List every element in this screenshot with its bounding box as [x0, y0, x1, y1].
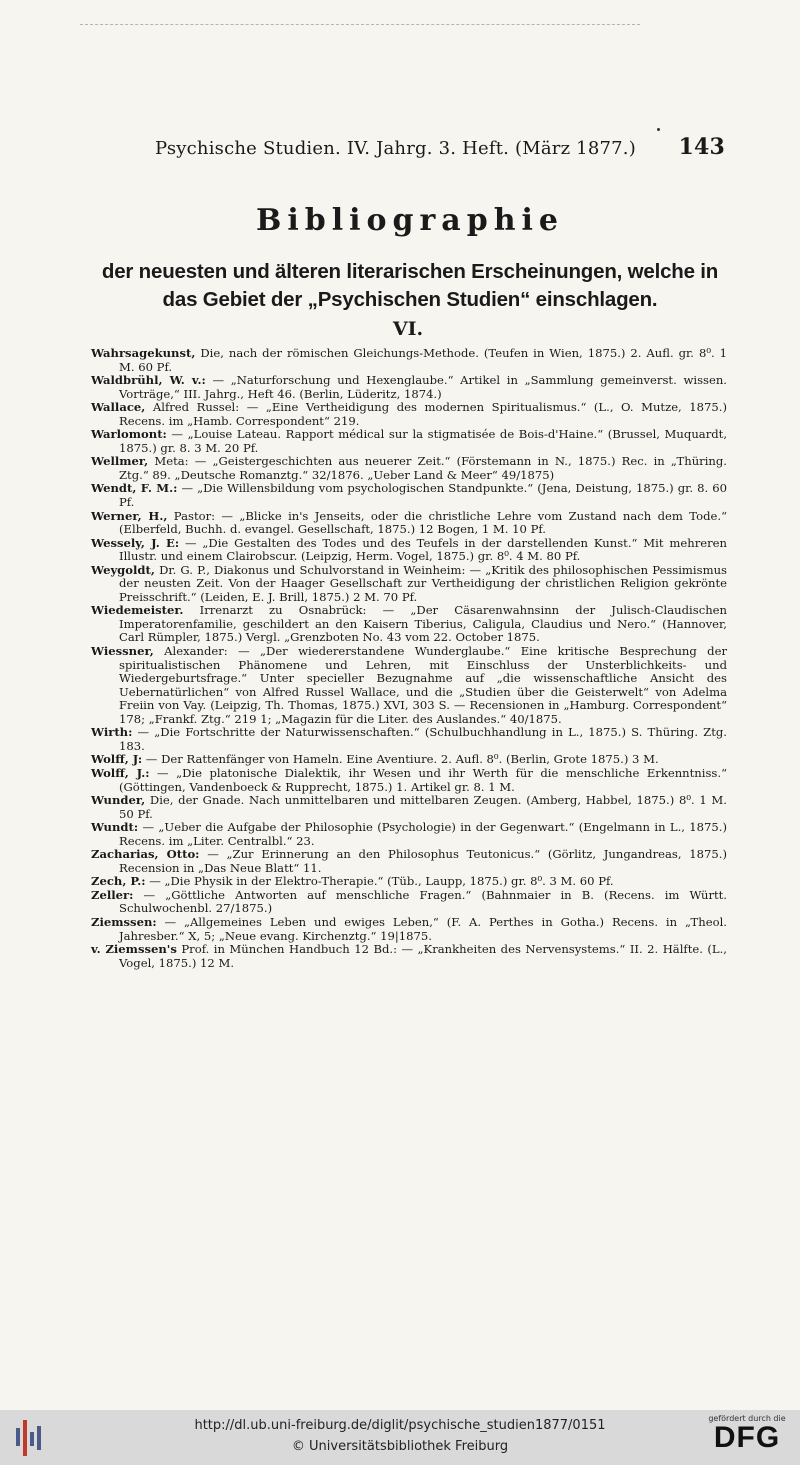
entry-author: Wellmer, — [91, 454, 149, 469]
bibliography-entry — [91, 875, 727, 889]
entry-text: — „Naturforschung und Hexenglaube.“ Artikel in „Sammlung gemeinverst. wissen. Vorträge,“ III. Jahrg., Heft 46. (Berlin, Lüderitz, 1874.) — [119, 373, 727, 401]
part-number: VI. — [392, 318, 424, 340]
entry-author: Wunder, — [91, 793, 146, 808]
entry-author: Wendt, F. M.: — [91, 481, 178, 496]
bibliography-entry — [91, 401, 727, 428]
running-header — [155, 134, 725, 164]
copyright-notice: © Universitätsbibliothek Freiburg — [291, 1439, 509, 1454]
bibliography-entry — [91, 916, 727, 943]
entry-author: v. Ziemssen's — [91, 942, 177, 957]
bibliography-entry — [91, 645, 727, 726]
entry-author: Zeller: — [91, 887, 134, 902]
bibliography-entry — [91, 482, 727, 509]
bibliography-entry — [91, 767, 727, 794]
entry-text: — „Louise Lateau. Rapport médical sur la stigmatisée de Bois-d'Haine.“ (Brussel, Muquardt, 1875.) gr. 8. 3 M. 20 Pf. — [119, 427, 727, 455]
bibliography-entry — [91, 889, 727, 916]
entry-text: — „Ueber die Aufgabe der Philosophie (Psychologie) in der Gegenwart.“ (Engelmann in L., 1875.) Recens. im „Liter. Centralbl.“ 23. — [119, 820, 727, 848]
bibliography-entry — [91, 943, 727, 970]
bibliography-entry — [91, 455, 727, 482]
scan-artifact-dot — [657, 128, 660, 131]
entry-author: Waldbrühl, W. v.: — [91, 373, 206, 388]
entry-text: — „Allgemeines Leben und ewiges Leben,“ (F. A. Perthes in Gotha.) Recens. in „Theol. Jahresber.“ X, 5; „Neue evang. Kirchenztg.“ 19|1875. — [119, 914, 727, 943]
entry-author: Wolff, J.: — [91, 765, 150, 780]
entry-author: Wessely, J. E: — [91, 535, 180, 550]
bibliography-entry — [91, 794, 727, 821]
entry-text: Dr. G. P., Diakonus und Schulvorstand in Weinheim: — „Kritik des philosophischen Pessimismus der neusten Zeit. Von der Haager Gesellschaft zur Vertheidigung der christlichen Religion gekrönte Preisschrift.“ (Leiden, E. J. Brill, 1875.) 2 M. 70 Pf. — [119, 562, 727, 604]
entry-author: Weygoldt, — [91, 562, 155, 577]
entry-text: — „Die platonische Dialektik, ihr Wesen und ihr Werth für die menschliche Erkenntniss.“ (Göttingen, Vandenboeck & Rupprecht, 1875.) 1. Artikel gr. 8. 1 M. — [119, 765, 727, 794]
bibliography-entry — [91, 753, 727, 767]
entry-text: Pastor: — „Blicke in's Jenseits, oder die christliche Lehre vom Zustand nach dem Tode.“ (Elberfeld, Buchh. d. evangel. Gesellschaft, 1875.) 12 Bogen, 1 M. 10 Pf. — [119, 508, 727, 537]
entry-text: — „Die Physik in der Elektro-Therapie.“ (Tüb., Laupp, 1875.) gr. 8⁰. 3 M. 60 Pf. — [145, 874, 614, 889]
entry-author: Werner, H., — [91, 508, 168, 523]
dfg-logo-icon: DFG — [713, 1421, 781, 1454]
bibliography-list — [91, 347, 727, 970]
entry-text: Meta: — „Geistergeschichten aus neuerer Zeit.“ (Förstemann in N., 1875.) Rec. in „Thüring. Ztg.“ 89. „Deutsche Romanztg.“ 32/1876. „Ueber Land & Meer“ 49/1875) — [119, 454, 727, 482]
dfg-logo — [702, 1414, 792, 1462]
funded-by-label: gefördert durch die — [708, 1414, 786, 1423]
entry-author: Zech, P.: — [91, 874, 146, 889]
entry-author: Wallace, — [91, 400, 146, 415]
bibliography-entry — [91, 510, 727, 537]
entry-text: — „Die Gestalten des Todes und des Teufels in der darstellenden Kunst.“ Mit mehreren Illustr. und einem Clairobscur. (Leipzig, Herm. Vogel, 1875.) gr. 8⁰. 4 M. 80 Pf. — [119, 535, 727, 564]
bibliography-entry — [91, 428, 727, 455]
running-title: Psychische Studien. IV. Jahrg. 3. Heft. (März 1877.) — [155, 138, 636, 159]
entry-text: — „Die Fortschritte der Naturwissenschaften.“ (Schulbuchhandlung in L., 1875.) S. Thüring. Ztg. 183. — [119, 725, 727, 753]
entry-author: Zacharias, Otto: — [91, 847, 200, 862]
entry-author: Wiedemeister. — [91, 603, 184, 618]
entry-text: Die, nach der römischen Gleichungs-Methode. (Teufen in Wien, 1875.) 2. Aufl. gr. 8⁰. 1 M. 60 Pf. — [119, 346, 727, 374]
entry-author: Wolff, J: — [91, 752, 143, 767]
entry-author: Warlomont: — [91, 427, 167, 442]
bibliography-entry — [91, 821, 727, 848]
bibliography-entry — [91, 347, 727, 374]
entry-text: — „Göttliche Antworten auf menschliche Fragen.“ (Bahnmaier in B. (Recens. im Württ. Schulwochenbl. 27/1875.) — [119, 887, 727, 916]
source-url-link[interactable]: http://dl.ub.uni-freiburg.de/diglit/psychische_studien1877/0151 — [194, 1418, 606, 1433]
entry-text: Die, der Gnade. Nach unmittelbaren und mittelbaren Zeugen. (Amberg, Habbel, 1875.) 8⁰. 1 M. 50 Pf. — [119, 793, 727, 821]
bibliography-entry — [91, 374, 727, 401]
entry-author: Wiessner, — [91, 644, 154, 659]
footer-bar — [0, 1410, 800, 1465]
entry-text: Alexander: — „Der wiedererstandene Wunderglaube.“ Eine kritische Besprechung der spiritualistischen Phänomene und Lehren, mit Einschluss der Unsterblichkeits- und Wiedergeburtsfrage.“ Unter specieller Bezugnahme auf „die wissenschaftliche Ansicht des Uebernatürlichen“ von Alfred Russel Wallace, und die „Studien über die Geisterwelt“ von Adelma Freiin von Vay. (Leipzig, Th. Thomas, 1875.) XVI, 303 S. — Recensionen in „Hamburg. Correspondent“ 178; „Frankf. Ztg.“ 219 1; „Magazin für die Liter. des Auslandes.“ 40/1875. — [119, 644, 727, 726]
entry-author: Wundt: — [91, 820, 139, 835]
page-title: Bibliographie — [255, 203, 565, 238]
entry-text: — „Zur Erinnerung an den Philosophus Teutonicus.“ (Görlitz, Jungandreas, 1875.) Recension in „Das Neue Blatt“ 11. — [119, 847, 727, 875]
entry-text: — „Die Willensbildung vom psychologischen Standpunkte.“ (Jena, Deistung, 1875.) gr. 8. 60 Pf. — [119, 481, 727, 510]
entry-author: Wahrsagekunst, — [91, 346, 196, 360]
bibliography-entry — [91, 848, 727, 875]
entry-author: Ziemssen: — [91, 914, 157, 929]
entry-text: Irrenarzt zu Osnabrück: — „Der Cäsarenwahnsinn der Julisch-Claudischen Imperatorenfamilie, geschildert an den Kaisern Tiberius, Caligula, Claudius und Nero.“ (Hannover, Carl Rümpler, 1875.) Vergl. „Grenzboten No. 43 vom 22. October 1875. — [119, 603, 727, 645]
bibliography-entry — [91, 604, 727, 645]
entry-author: Wirth: — [91, 725, 133, 740]
page-number: 143 — [678, 134, 725, 160]
bibliography-entry — [91, 564, 727, 605]
page-subtitle: der neuesten und älteren literarischen Erscheinungen, welche in das Gebiet der „Psychischen Studien“ einschlagen. — [101, 260, 719, 311]
entry-text: Prof. in München Handbuch 12 Bd.: — „Krankheiten des Nervensystems.“ II. 2. Hälfte. (L., Vogel, 1875.) 12 M. — [119, 942, 727, 970]
bibliography-entry — [91, 537, 727, 564]
entry-text: — Der Rattenfänger von Hameln. Eine Aventiure. 2. Aufl. 8⁰. (Berlin, Grote 1875.) 3 M. — [142, 752, 659, 767]
bibliography-entry — [91, 726, 727, 753]
scan-artifact — [80, 24, 640, 27]
entry-text: Alfred Russel: — „Eine Vertheidigung des modernen Spiritualismus.“ (L., O. Mutze, 1875.) Recens. im „Hamb. Correspondent“ 219. — [119, 400, 727, 428]
